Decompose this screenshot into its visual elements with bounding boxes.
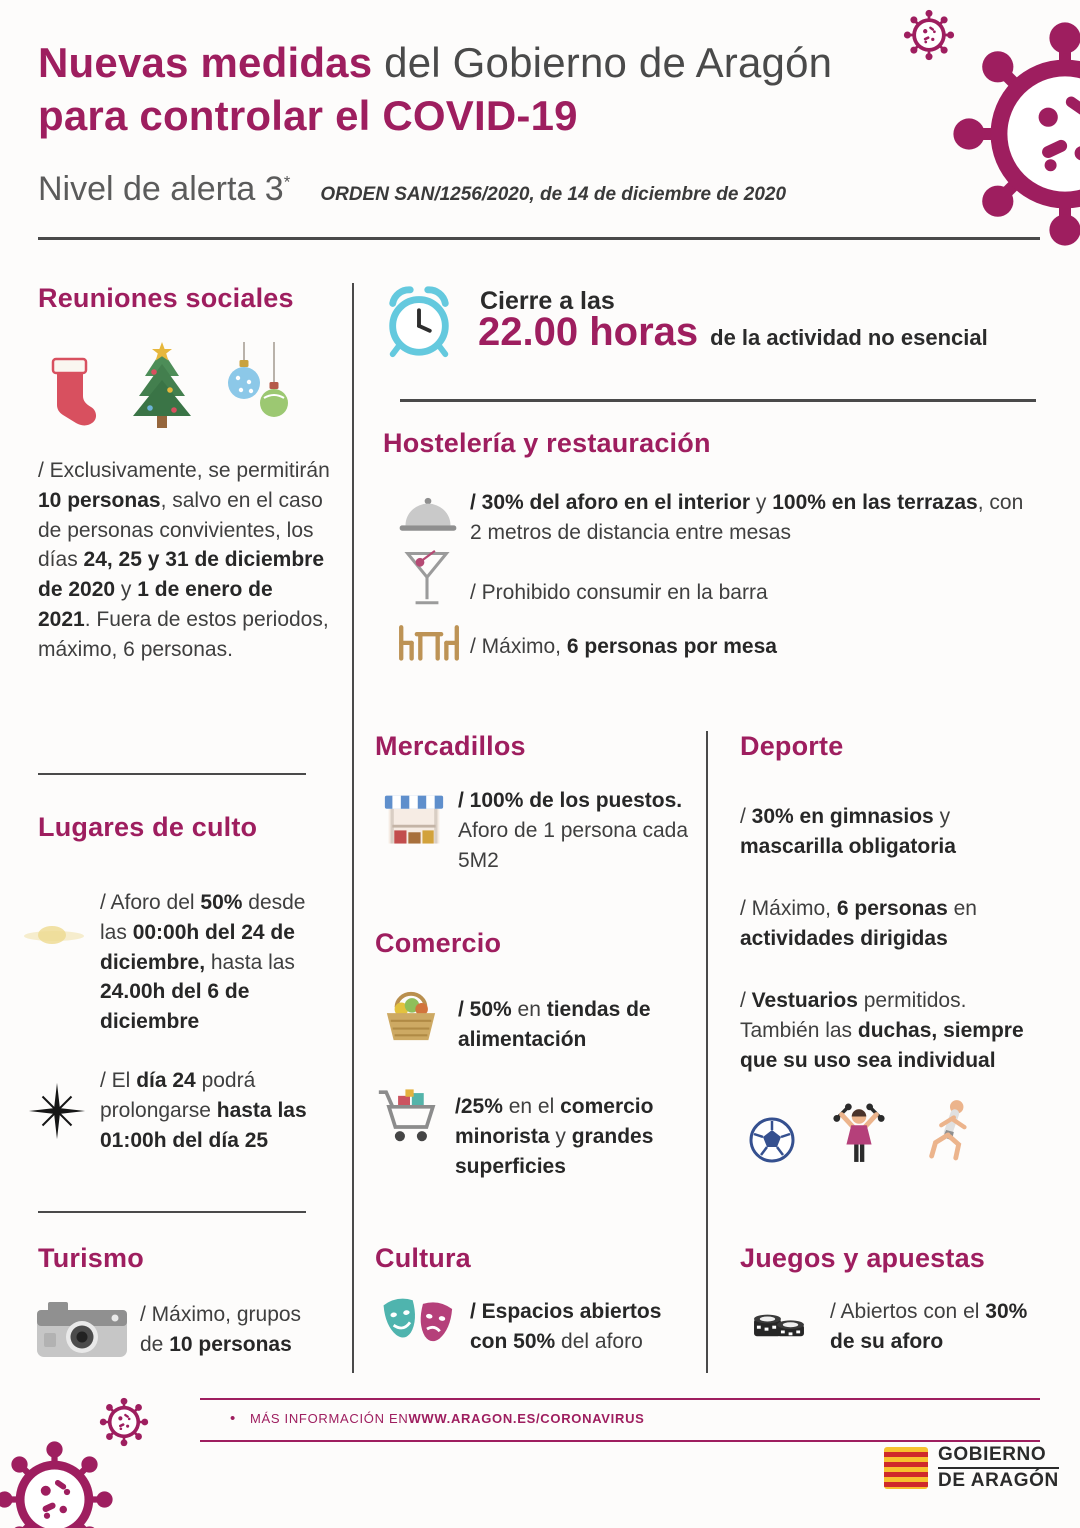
- mercadillos-text: / 100% de los puestos. Aforo de 1 persona cada 5M2: [458, 789, 688, 872]
- poker-chips-icon: [752, 1294, 806, 1342]
- christmas-tree-icon: [120, 342, 204, 430]
- candle-icon: [22, 918, 86, 954]
- header-divider: [38, 237, 1040, 240]
- order-reference: ORDEN SAN/1256/2020, de 14 de diciembre de 2020: [320, 184, 787, 205]
- sports-icons-row: [748, 1098, 976, 1164]
- alert-level: Nivel de alerta 3*: [38, 170, 291, 208]
- food-basket-icon: [380, 988, 442, 1044]
- comercio-text-2: /25% en el comercio minorista y grandes superficies: [455, 1095, 654, 1178]
- turismo-text: / Máximo, grupos de 10 personas: [140, 1303, 302, 1356]
- star-icon: [28, 1082, 86, 1140]
- logo-line-1: GOBIERNO: [938, 1444, 1047, 1465]
- shopping-cart-icon: [377, 1086, 443, 1146]
- hosteleria-text-1: / 30% del aforo en el interior y 100% en las terrazas, con 2 metros de distancia entre mesas: [470, 491, 1024, 544]
- closing-time: 22.00 horas: [478, 310, 699, 354]
- reuniones-text: / Exclusivamente, se permitirán 10 personas, salvo en el caso de personas convivientes, los días 24, 25 y 31 de diciembre de 2020 y 1 de enero de 2021. Fuera de estos periodos, máximo, 6 personas.: [38, 459, 330, 661]
- closing-divider: [400, 399, 1036, 402]
- market-stall-icon: [383, 792, 445, 850]
- comercio-text-1: / 50% en tiendas de alimentación: [458, 998, 651, 1051]
- runner-icon: [922, 1098, 976, 1164]
- alarm-clock-icon: [380, 283, 458, 361]
- theater-masks-icon: [381, 1292, 455, 1350]
- logo-text: [938, 1444, 1059, 1493]
- section-heading-mercadillos: Mercadillos: [375, 731, 526, 761]
- closing-intro: Cierre a las: [480, 287, 615, 315]
- logo-line-2: DE ARAGÓN: [938, 1470, 1059, 1492]
- section-heading-reuniones: Reuniones sociales: [38, 283, 294, 313]
- footer-bullet: •: [230, 1410, 236, 1427]
- cultura-text: / Espacios abiertos con 50% del aforo: [470, 1300, 662, 1353]
- deporte-text-2: / Máximo, 6 personas en actividades dirigidas: [740, 897, 977, 950]
- cocktail-icon: [404, 550, 450, 608]
- footer-info-prefix: MÁS INFORMACIÓN EN: [249, 1411, 409, 1426]
- closing-tail: de la actividad no esencial: [710, 325, 988, 350]
- virus-icon-footer-large: [0, 1437, 117, 1528]
- closing-line: [478, 310, 1038, 355]
- culto-text-1: / Aforo del 50% desde las 00:00h del 24 de diciembre, hasta las 24.00h del 6 de diciembre: [100, 891, 306, 1034]
- footer-divider-bottom: [200, 1440, 1040, 1442]
- alert-asterisk: *: [283, 172, 291, 192]
- camera-icon: [36, 1297, 128, 1359]
- section-heading-deporte: Deporte: [740, 731, 844, 761]
- aragon-flag-icon: [884, 1447, 928, 1489]
- alert-row: [38, 170, 786, 209]
- column-divider-right: [706, 731, 708, 1373]
- left-divider-2: [38, 1211, 306, 1213]
- deporte-text-3: / Vestuarios permitidos. También las duchas, siempre que su uso sea individual: [740, 989, 1024, 1072]
- column-divider-left: [352, 283, 354, 1373]
- section-heading-comercio: Comercio: [375, 928, 502, 958]
- weightlifter-icon: [830, 1098, 888, 1164]
- cloche-icon: [398, 492, 458, 537]
- table-icon: [396, 622, 462, 662]
- section-heading-cultura: Cultura: [375, 1243, 471, 1273]
- page-title: Nuevas medidas del Gobierno de Aragón para controlar el COVID-19: [38, 39, 833, 140]
- ornaments-icon: [224, 342, 290, 430]
- christmas-icons-row: [40, 342, 290, 430]
- footer-info: [230, 1410, 645, 1427]
- section-heading-hosteleria: Hostelería y restauración: [383, 428, 711, 458]
- christmas-stocking-icon: [40, 356, 100, 430]
- section-heading-culto: Lugares de culto: [38, 812, 258, 842]
- soccer-ball-icon: [748, 1116, 796, 1164]
- left-divider-1: [38, 773, 306, 775]
- culto-text-2: / El día 24 podrá prolongarse hasta las 01:00h del día 25: [100, 1069, 307, 1152]
- hosteleria-text-3: / Máximo, 6 personas por mesa: [470, 635, 777, 658]
- juegos-text: / Abiertos con el 30% de su aforo: [830, 1300, 1028, 1353]
- footer-divider-top: [200, 1398, 1040, 1400]
- hosteleria-text-2: / Prohibido consumir en la barra: [470, 581, 768, 604]
- deporte-text-1: / 30% en gimnasios y mascarilla obligatoria: [740, 805, 956, 858]
- section-heading-turismo: Turismo: [38, 1243, 144, 1273]
- section-heading-juegos: Juegos y apuestas: [740, 1243, 986, 1273]
- virus-icon-large: [945, 14, 1080, 254]
- footer-info-url[interactable]: WWW.ARAGON.ES/CORONAVIRUS: [408, 1411, 645, 1426]
- gobierno-aragon-logo: [884, 1444, 1059, 1493]
